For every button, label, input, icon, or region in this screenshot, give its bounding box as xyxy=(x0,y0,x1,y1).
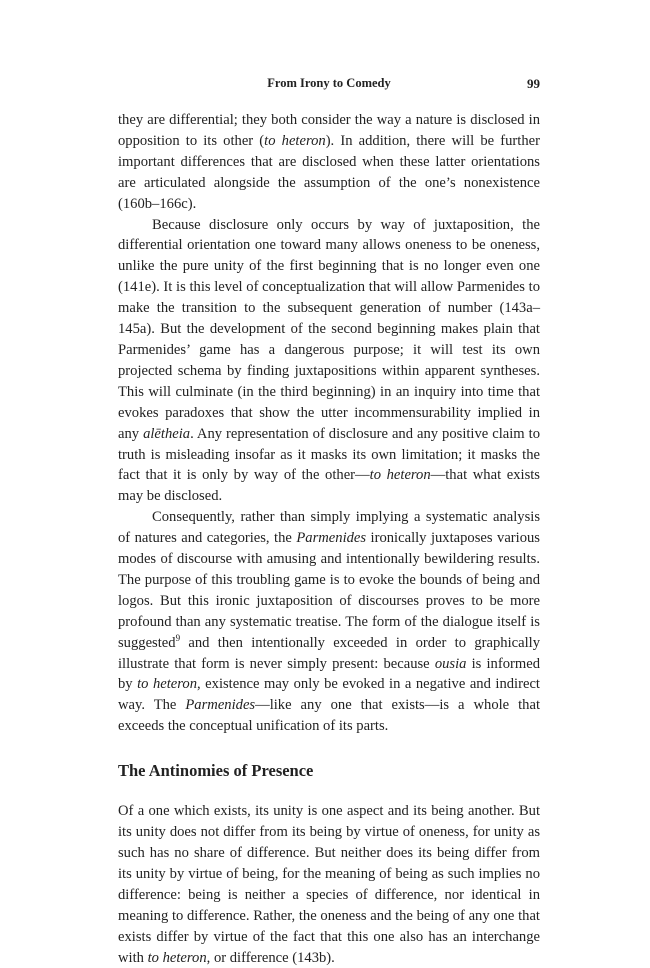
text-span: and then intentionally exceeded in order to graphically illustrate that form is never simply present: because xyxy=(118,634,540,672)
text-span: Of a one which exists, its unity is one aspect and its being another. But its unity does not differ from its being by virtue of oneness, for unity as such has no share of difference. But neither does its being differ from its unity by virtue of being, for the meaning of being as such implies no difference: being is neither a species of difference, nor identical in meaning to difference. Rather, the oneness and the being of any one that exists differ by virtue of the fact that this one also has an interchange with xyxy=(118,803,540,966)
text-span: , existence may only be evoked in a negative and indirect way. The xyxy=(118,676,540,714)
italic-term: alētheia xyxy=(143,425,191,442)
italic-term: to heteron xyxy=(137,676,198,693)
text-span: Consequently, rather than simply implying a systematic analysis of natures and categories, the xyxy=(118,509,540,547)
italic-term: Parmenides xyxy=(185,697,256,714)
text-span: ironically juxtaposes various modes of discourse with amusing and intentionally bewildering results. The purpose of this troubling game is to evoke the bounds of being and logos. But this ironic juxtaposition of discourses proves to be more profound than any systematic treatise. The form of the dialogue itself is suggested xyxy=(118,530,540,651)
text-span: —that what exists may be disclosed. xyxy=(118,467,540,505)
paragraph-2 xyxy=(118,215,540,508)
text-span: . Any representation of disclosure and any positive claim to truth is misleading insofar as it masks its own limitation; it masks the fact that it is only by way of the other— xyxy=(118,425,540,484)
paragraph-1 xyxy=(118,110,540,215)
section-heading: The Antinomies of Presence xyxy=(118,761,314,781)
text-span: they are differential; they both consider the way a nature is disclosed in opposition to its other ( xyxy=(118,112,540,149)
text-span: ). In addition, there will be further important differences that are disclosed when these latter orientations are articulated alongside the assumption of the one’s nonexistence (160b–166c). xyxy=(118,132,540,212)
text-span: —like any one that exists—is a whole that exceeds the conceptual unification of its parts. xyxy=(118,697,540,735)
footnote-marker: 9 xyxy=(175,632,181,643)
running-title: From Irony to Comedy xyxy=(267,76,391,90)
italic-term: to heteron xyxy=(369,467,431,484)
italic-term: Parmenides xyxy=(296,530,367,547)
italic-term: ousia xyxy=(434,655,467,672)
italic-term: to heteron xyxy=(147,949,207,966)
paragraph-3 xyxy=(118,507,540,737)
page-number: 99 xyxy=(527,76,540,91)
text-span: , or difference (143b). xyxy=(206,949,335,966)
paragraph-4 xyxy=(118,801,540,968)
italic-term: to heteron xyxy=(264,132,326,149)
text-span: is informed by xyxy=(118,655,540,693)
body-text xyxy=(118,110,540,968)
running-head xyxy=(118,76,540,94)
text-span: Because disclosure only occurs by way of juxtaposition, the differential orientation one toward many allows oneness to be oneness, unlike the pure unity of the first beginning that is no longer even one (141e). It is this level of conceptualization that will allow Parmenides to make the transition to the subsequent generation of number (143a–145a). But the development of the second beginning makes plain that Parmenides’ game has a dangerous purpose; it will test its own projected schema by finding juxtapositions within apparent syntheses. This will culminate (in the third beginning) in an inquiry into time that evokes paradoxes that show the utter incommensurability implied in any xyxy=(118,216,540,442)
